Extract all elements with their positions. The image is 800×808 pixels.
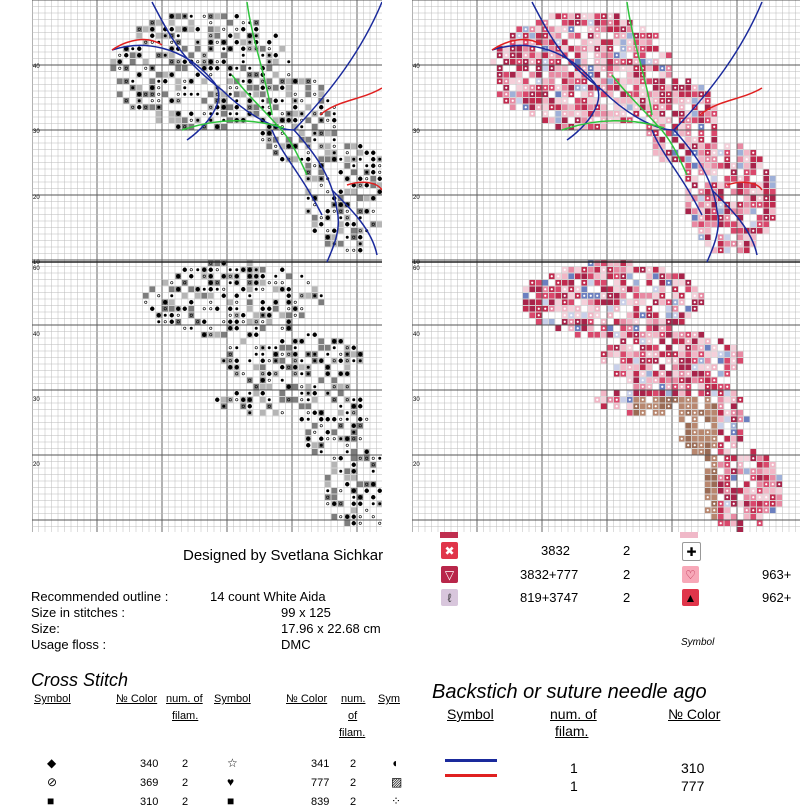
filam-count: 2 [182,777,189,789]
hatched-square-icon: ▨ [391,775,403,789]
legend-extra: 963+ [762,567,792,582]
left-axis-label: 40 [33,332,40,338]
right-pattern-chart [412,0,800,532]
filam-count: 2 [350,796,357,808]
filam-count: 2 [350,758,357,770]
col-header: filam. [339,727,366,739]
filam-count: 2 [182,796,189,808]
col-header: № Color [286,693,328,705]
legend-filam: 2 [623,543,631,558]
color-number: 369 [140,777,159,789]
left-axis-label: 20 [33,462,40,468]
floss-label: Usage floss : [31,637,107,652]
color-number: 839 [311,796,330,808]
bs-filam: 1 [570,778,578,794]
left-axis-label: 40 [33,64,40,70]
backstitch-title: Backstich or suture needle ago [432,681,707,703]
bs-col-header: № Color [668,706,721,722]
plus-outline-icon: ✚ [682,542,701,561]
half-circle-icon: ◖ [391,756,399,770]
size-stitches-label: Size in stitches : [31,605,125,620]
col-header: num. of [166,693,203,705]
legend-extra: 962+ [762,590,792,605]
size-value: 17.96 x 22.68 cm [281,621,381,636]
outline-value: 14 count White Aida [210,589,326,604]
right-axis-label: 20 [413,462,420,468]
color-number: 341 [311,758,330,770]
legend-partial-swatch [680,532,698,538]
right-axis-label: 20 [413,195,420,201]
left-axis-label: 60 [33,266,40,272]
left-chart-svg [32,0,382,532]
backstitch-line-swatch [445,774,497,777]
filam-count: 2 [182,758,189,770]
bs-color-number: 777 [681,778,705,794]
square-icon: ■ [47,794,55,808]
star-outline-icon: ☆ [227,756,238,770]
right-chart-svg [412,0,800,532]
heart-icon: ♥ [227,775,235,789]
col-header: Sym [378,693,400,705]
legend-number: 3832+777 [520,567,579,582]
legend-filam: 2 [623,567,631,582]
square-icon: ■ [227,794,235,808]
legend-filam: 2 [623,590,631,605]
col-header: num. [341,693,366,705]
right-axis-label: 40 [413,332,420,338]
col-header: filam. [172,710,199,722]
right-axis-label: 30 [413,129,420,135]
color-number: 340 [140,758,159,770]
triangle-down-icon: ▽ [441,566,458,583]
left-axis-label: 30 [33,129,40,135]
right-axis-label: 60 [413,266,420,272]
diamond-icon: ◆ [47,756,57,770]
backstitch-line-swatch [445,759,497,762]
cross-icon: ✖ [441,542,458,559]
col-header: Symbol [214,693,251,705]
dots-icon: ⁘ [391,794,402,808]
col-header: of [348,710,358,722]
legend-number: 3832 [541,543,570,558]
bs-color-number: 310 [681,760,705,776]
col-header: № Color [116,693,158,705]
filam-count: 2 [350,777,357,789]
right-axis-label: 40 [413,64,420,70]
left-axis-label: 20 [33,195,40,201]
needle-outline-icon: ⊘ [47,775,58,789]
bs-col-header: Symbol [447,706,494,722]
outline-label: Recommended outline : [31,589,169,604]
left-pattern-chart [32,0,382,532]
needle-icon: ℓ [441,589,458,606]
color-number: 777 [311,777,330,789]
size-label: Size: [31,621,60,636]
designer-credit: Designed by Svetlana Sichkar [183,547,384,564]
triangle-up-icon: ▲ [682,589,699,606]
color-number: 310 [140,796,159,808]
left-axis-label: 30 [33,397,40,403]
col-header: Symbol [34,693,71,705]
left-axis-label: 10 [33,260,40,266]
right-axis-label: 10 [413,260,420,266]
floss-value: DMC [281,637,311,652]
size-stitches-value: 99 x 125 [281,605,331,620]
heart-outline-icon: ♡ [682,566,699,583]
right-axis-label: 30 [413,397,420,403]
legend-number: 819+3747 [520,590,579,605]
bs-filam: 1 [570,760,578,776]
bs-col-header: num. of [550,706,597,722]
bs-col-header: filam. [555,723,589,739]
legend-partial-swatch [440,532,458,538]
cross-stitch-title: Cross Stitch [31,670,129,690]
legend-symbol-caption: Symbol [681,637,715,648]
